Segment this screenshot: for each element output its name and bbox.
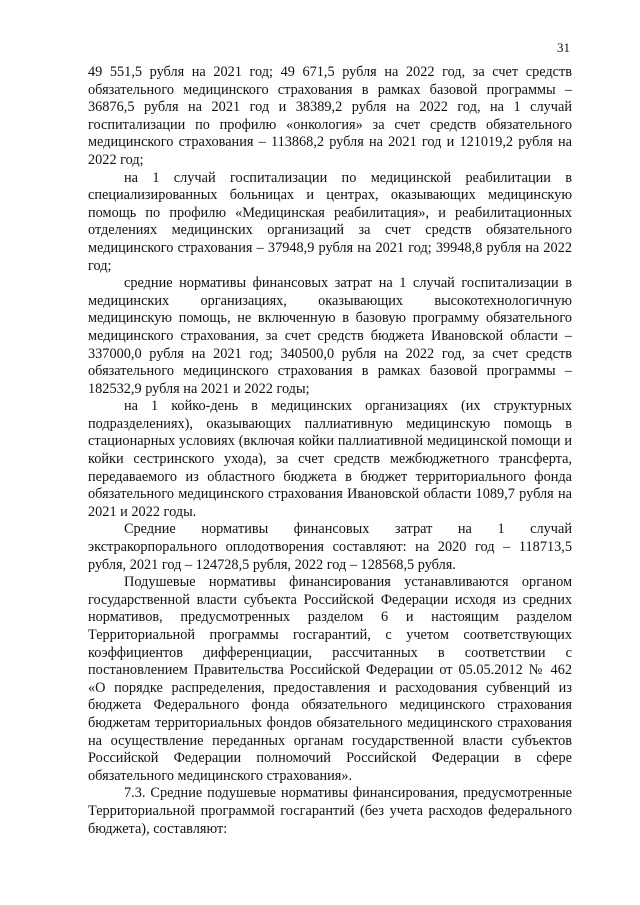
page-number: 31 [557, 40, 570, 55]
paragraph-6: Подушевые нормативы финансирования устанавливаются органом государственной власти субъекта Российской Федерации исходя из средних нормативов, предусмотренных разделом 6 и настоящим разделом Территориальной программы госгарантий, с учетом соответствующих коэффициентов дифференциации, рассчитанных в соответствии с постановлением Правительства Российской Федерации от 05.05.2012 № 462 «О порядке распределения, предоставления и расходования субвенций из бюджета Федерального фонда обязательного медицинского страхования бюджетам территориальных фондов обязательного медицинского страхования на осуществление переданных органам государственной власти субъектов Российской Федерации полномочий Российской Федерации в сфере обязательного медицинского страхования». [88, 574, 572, 784]
paragraph-5: Средние нормативы финансовых затрат на 1 случай экстракорпорального оплодотворения составляют: на 2020 год – 118713,5 рубля, 2021 год – 124728,5 рубля, 2022 год – 128568,5 рубля. [88, 521, 572, 573]
paragraph-2: на 1 случай госпитализации по медицинской реабилитации в специализированных больницах и центрах, оказывающих медицинскую помощь по профилю «Медицинская реабилитация», и реабилитационных отделениях медицинских организаций за счет средств обязательного медицинского страхования – 37948,9 рубля на 2021 год; 39948,8 рубля на 2022 год; [88, 169, 572, 274]
paragraph-1: 49 551,5 рубля на 2021 год; 49 671,5 рубля на 2022 год, за счет средств обязательного медицинского страхования в рамках базовой программы – 36876,5 рубля на 2021 год и 38389,2 рубля на 2022 год, на 1 случай госпитализации по профилю «онкология» за счет средств обязательного медицинского страхования – 113868,2 рубля на 2021 год и 121019,2 рубля на 2022 год; [88, 64, 572, 168]
paragraph-3: средние нормативы финансовых затрат на 1 случай госпитализации в медицинских организациях, оказывающих высокотехнологичную медицинскую помощь, не включенную в базовую программу обязательного медицинского страхования, за счет средств бюджета Ивановской области – 337000,0 рубля на 2021 год; 340500,0 рубля на 2022 год, за счет средств обязательного медицинского страхования в рамках базовой программы – 182532,9 рубля на 2021 и 2022 годы; [88, 275, 572, 397]
paragraph-7: 7.3. Средние подушевые нормативы финансирования, предусмотренные Территориальной программой госгарантий (без учета расходов федерального бюджета), составляют: [88, 785, 572, 837]
paragraph-4: на 1 койко-день в медицинских организациях (их структурных подразделениях), оказывающих паллиативную медицинскую помощь в стационарных условиях (включая койки паллиативной медицинской помощи и койки сестринского ухода), за счет средств межбюджетного трансферта, передаваемого из областного бюджета в бюджет территориального фонда обязательного медицинского страхования Ивановской области 1089,7 рубля на 2021 и 2022 годы. [88, 398, 572, 520]
body-text [88, 64, 572, 838]
